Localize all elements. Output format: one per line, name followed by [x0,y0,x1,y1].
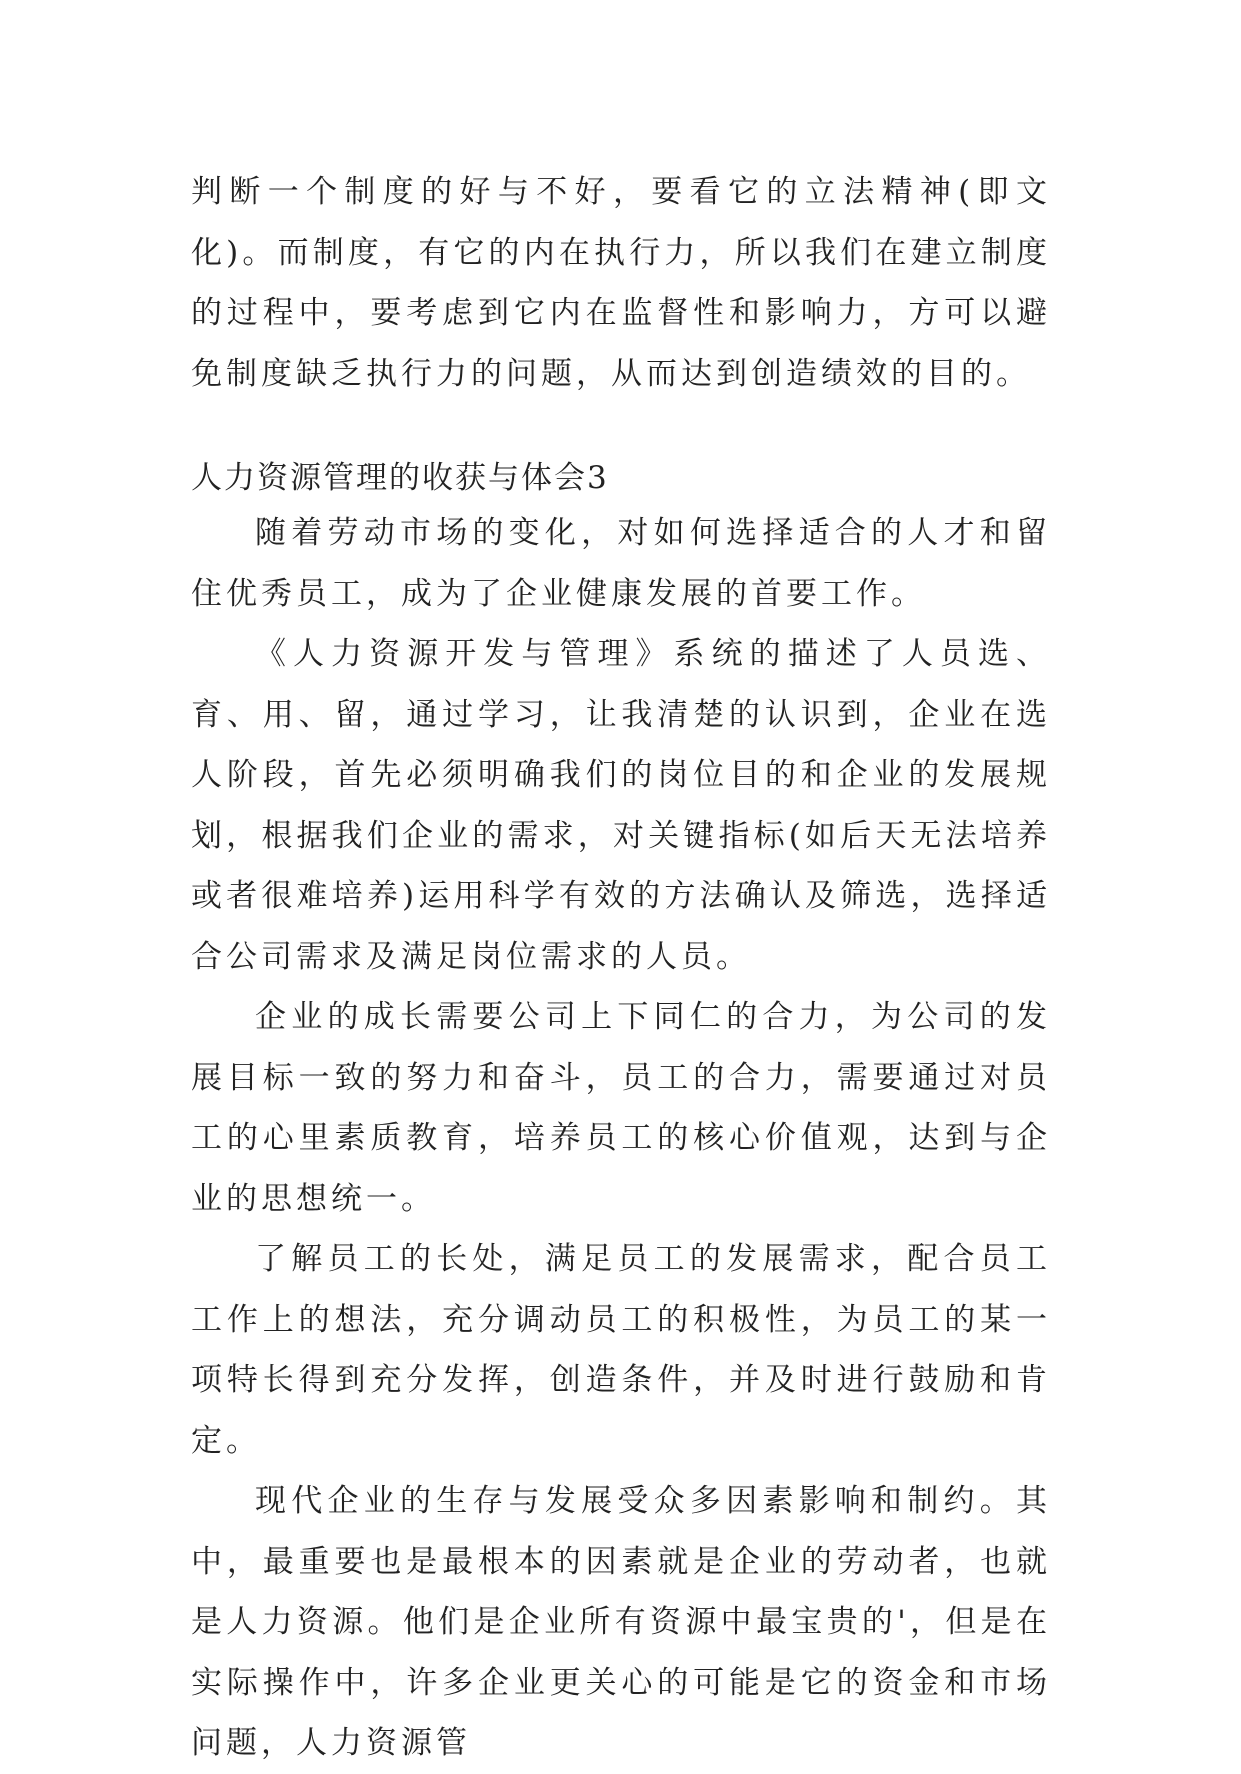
body-paragraph-4: 了解员工的长处，满足员工的发展需求，配合员工工作上的想法，充分调动员工的积极性，为员工的某一项特长得到充分发挥，创造条件，并及时进行鼓励和肯定。 [191,1241,1051,1459]
body-paragraph-1: 随着劳动市场的变化，对如何选择适合的人才和留住优秀员工，成为了企业健康发展的首要工作。 [191,515,1051,612]
body-paragraph-3: 企业的成长需要公司上下同仁的合力，为公司的发展目标一致的努力和奋斗，员工的合力，需要通过对员工的心里素质教育，培养员工的核心价值观，达到与企业的思想统一。 [191,999,1051,1217]
body-paragraph-2: 《人力资源开发与管理》系统的描述了人员选、育、用、留，通过学习，让我清楚的认识到，企业在选人阶段，首先必须明确我们的岗位目的和企业的发展规划，根据我们企业的需求，对关键指标(如后天无法培养或者很难培养)运用科学有效的方法确认及筛选，选择适合公司需求及满足岗位需求的人员。 [191,636,1051,975]
body-paragraph-5: 现代企业的生存与发展受众多因素影响和制约。其中，最重要也是最根本的因素就是企业的劳动者，也就是人力资源。他们是企业所有资源中最宝贵的'，但是在实际操作中，许多企业更关心的可能是它的资金和市场问题，人力资源管 [191,1483,1051,1761]
intro-paragraph: 判断一个制度的好与不好，要看它的立法精神(即文化)。而制度，有它的内在执行力，所以我们在建立制度的过程中，要考虑到它内在监督性和影响力，方可以避免制度缺乏执行力的问题，从而达到创造绩效的目的。 [191,174,1051,392]
section-title: 人力资源管理的收获与体会3 [191,460,609,496]
intro-text-block [191,162,1051,404]
body-text-block [191,503,1051,1774]
